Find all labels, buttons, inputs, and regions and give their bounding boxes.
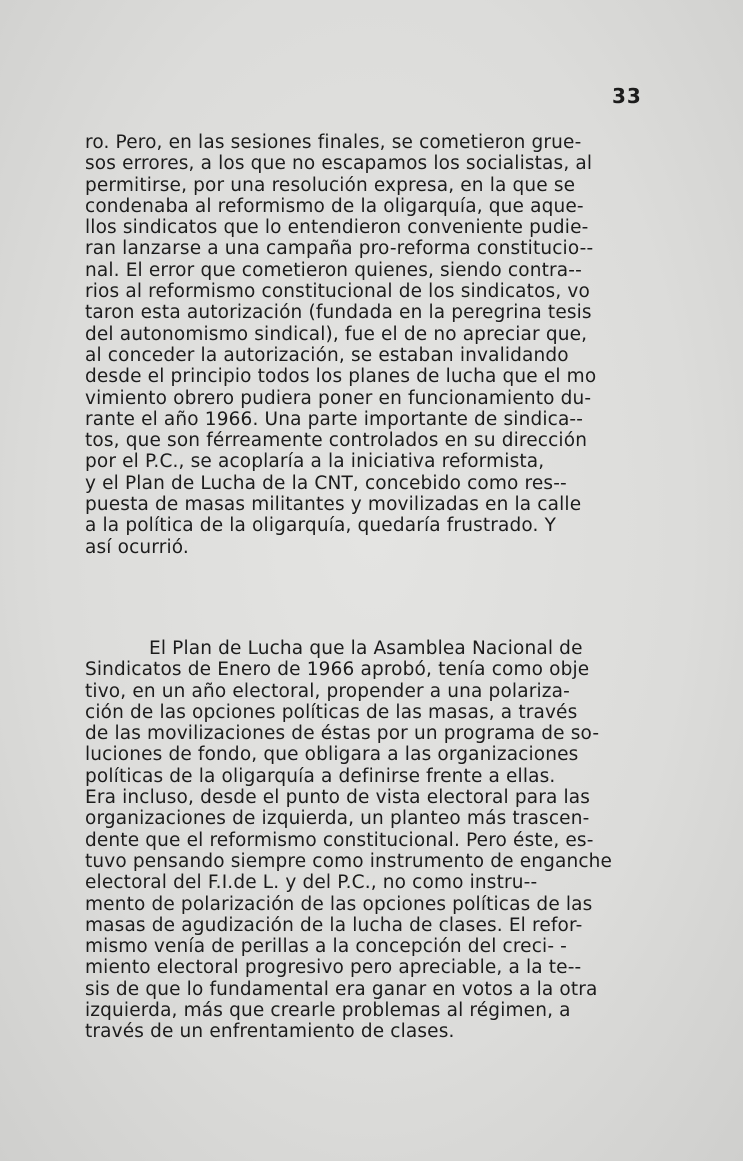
text-line: desde el principio todos los planes de lucha que el mo (85, 366, 597, 388)
text-line: puesta de masas militantes y movilizadas en la calle (85, 494, 582, 516)
text-line: organizaciones de izquierda, un planteo más trascen- (85, 808, 590, 830)
text-line: de las movilizaciones de éstas por un programa de so- (85, 723, 600, 745)
text-line: tivo, en un año electoral, propender a una polariza- (85, 680, 570, 702)
text-line: ran lanzarse a una campaña pro-reforma constitucio-- (85, 238, 594, 260)
text-line: izquierda, más que crearle problemas al régimen, a (85, 1000, 571, 1022)
text-line: El Plan de Lucha que la Asamblea Nacional de (149, 638, 583, 659)
text-line: ción de las opciones políticas de las masas, a través (85, 701, 578, 723)
text-line: mento de polarización de las opciones políticas de las (85, 893, 593, 915)
text-line: nal. El error que cometieron quienes, siendo contra-- (85, 259, 582, 281)
text-line: rios al reformismo constitucional de los sindicatos, vo (85, 281, 590, 303)
text-line: sis de que lo fundamental era ganar en votos a la otra (85, 978, 598, 1000)
paragraph-1 (85, 132, 645, 558)
text-line: ro. Pero, en las sesiones finales, se cometieron grue- (85, 132, 582, 153)
text-line: a la política de la oligarquía, quedaría frustrado. Y (85, 515, 557, 537)
paragraph-2 (85, 638, 645, 1043)
text-line: miento electoral progresivo pero apreciable, a la te-- (85, 957, 582, 979)
text-line: mismo venía de perillas a la concepción del creci- - (85, 936, 568, 958)
text-line: por el P.C., se acoplaría a la iniciativa reformista, (85, 451, 545, 473)
text-line: así ocurrió. (85, 536, 189, 558)
text-line: al conceder la autorización, se estaban invalidando (85, 344, 569, 366)
text-line: tuvo pensando siempre como instrumento de enganche (85, 850, 613, 872)
text-line: rante el año 1966. Una parte importante de sindica-- (85, 408, 584, 430)
text-line: condenaba al reformismo de la oligarquía, que aque- (85, 195, 584, 217)
text-line: través de un enfrentamiento de clases. (85, 1021, 455, 1043)
text-line: políticas de la oligarquía a definirse frente a ellas. (85, 765, 556, 787)
text-line: dente que el reformismo constitucional. Pero éste, es- (85, 829, 594, 851)
text-line: llos sindicatos que lo entendieron conveniente pudie- (85, 217, 589, 239)
text-line: Sindicatos de Enero de 1966 aprobó, tenía como obje (85, 659, 590, 681)
text-line: electoral del F.I.de L. y del P.C., no como instru-- (85, 872, 538, 894)
text-line: taron esta autorización (fundada en la peregrina tesis (85, 302, 592, 324)
text-line: vimiento obrero pudiera poner en funcionamiento du- (85, 387, 592, 409)
text-line: sos errores, a los que no escapamos los socialistas, al (85, 153, 593, 175)
text-line: Era incluso, desde el punto de vista electoral para las (85, 787, 591, 809)
text-line: masas de agudización de la lucha de clases. El refor- (85, 914, 583, 936)
text-line: luciones de fondo, que obligara a las organizaciones (85, 744, 579, 766)
text-line: y el Plan de Lucha de la CNT, concebido como res-- (85, 472, 567, 494)
text-line: tos, que son férreamente controlados en su dirección (85, 430, 588, 452)
page-number: 33 (612, 84, 642, 108)
text-line: permitirse, por una resolución expresa, en la que se (85, 174, 576, 196)
text-line: del autonomismo sindical), fue el de no apreciar que, (85, 323, 588, 345)
